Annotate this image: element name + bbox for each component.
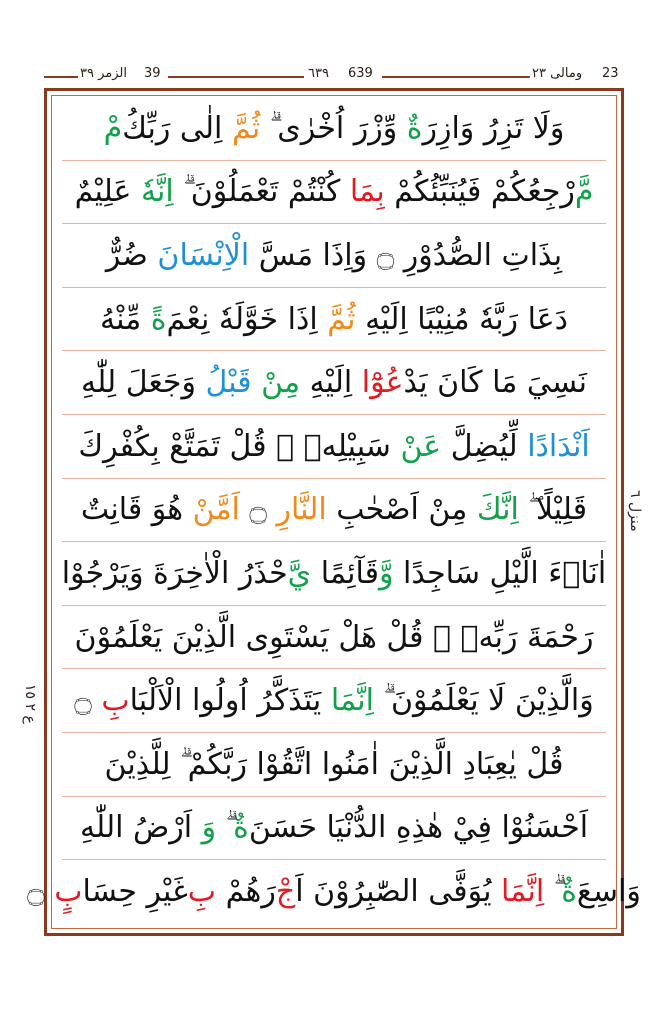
text-segment: قَآئِمًا [311, 555, 380, 591]
text-line-1 [62, 97, 606, 161]
text-segment: وَّ [379, 555, 394, 591]
text-segment: يَّ [287, 555, 312, 591]
text-line-2 [62, 161, 606, 225]
text-segment: بِ [187, 874, 217, 910]
text-segment: وَاسِعَ [576, 874, 641, 910]
text-segment: قَبْلُ [205, 365, 262, 401]
text-segment: سَبِيْلِهٖ ۗ قُلْ تَمَتَّعْ بِكُفْرِكَ [78, 428, 401, 464]
page-header [44, 66, 624, 88]
text-line-11 [62, 733, 606, 797]
text-segment: جْ [275, 874, 296, 910]
text-segment: ۝ [27, 874, 55, 910]
text-segment: اِنَّهٗ [140, 174, 174, 210]
text-segment: لِّيُضِلَّ [441, 428, 528, 464]
header-para-name: ومالى ٢٣ [532, 66, 583, 81]
text-segment: دَعَا رَبَّهٗ مُنِيْبًا اِلَيْهِ [355, 301, 568, 337]
text-segment: اَرْضُ اللّٰهِ [79, 810, 202, 846]
text-segment: يُوَفَّى الصّٰبِرُوْنَ اَ [295, 874, 501, 910]
text-segment: اِنَّكَ [476, 492, 519, 528]
text-segment: قُلْ يٰعِبَادِ الَّذِيْنَ اٰمَنُوا اتَّقُوْا رَبَّكُمْ ۗ لِلَّذِيْنَ [104, 746, 564, 782]
text-segment: هُوَ قَانِتٌ [80, 492, 193, 528]
text-segment: رَهُمْ [216, 874, 276, 910]
text-segment: اِنَّمَا [500, 874, 545, 910]
text-segment: بِذَاتِ الصُّدُوْرِ ۝ وَاِذَا مَسَّ [249, 237, 563, 273]
text-segment: بٍ [54, 874, 83, 910]
header-rule-mid-left [168, 76, 304, 78]
text-segment: اِلٰى رَبِّكُ [122, 110, 232, 146]
text-line-8 [62, 542, 606, 606]
text-segment: غَيْرِ حِسَا [82, 874, 188, 910]
header-surah-name: الزمر ٣٩ [80, 66, 127, 81]
header-page-number: 639 [348, 66, 373, 81]
text-segment: ةٌ [561, 874, 577, 910]
text-segment: رْجِعُكُمْ فَيُنَبِّئُكُمْ [384, 174, 575, 210]
text-line-4 [62, 288, 606, 352]
text-segment: مْ [103, 110, 123, 146]
text-segment: وَجَعَلَ لِلّٰهِ [81, 365, 206, 401]
text-segment: مَّ [574, 174, 594, 210]
text-segment: عُوْٓا [361, 365, 404, 401]
text-segment: ۝ [74, 683, 102, 719]
text-segment: كُنْتُمْ تَعْمَلُوْنَ ۗ [173, 174, 350, 210]
text-segment: النَّارِ [276, 492, 327, 528]
text-segment: اَمَّنْ [192, 492, 240, 528]
text-line-7 [62, 479, 606, 543]
text-segment: ةً [150, 301, 167, 337]
text-segment: مِنْ اَصْحٰبِ [326, 492, 477, 528]
text-segment: مِنْ [261, 365, 301, 401]
text-segment: وَ [201, 810, 217, 846]
text-line-6 [62, 415, 606, 479]
text-segment: مِّنْهُ [100, 301, 151, 337]
text-line-3 [62, 224, 606, 288]
text-segment: رَحْمَةَ رَبِّهٖ ۗ قُلْ هَلْ يَسْتَوِى الَّذِيْنَ يَعْلَمُوْنَ [74, 619, 594, 655]
text-segment: ضُرٌّ [105, 237, 158, 273]
text-segment: عَلِيْمٌ [74, 174, 141, 210]
text-line-13 [27, 860, 641, 924]
text-segment: ةٌ [406, 110, 423, 146]
text-segment: ةٌ [233, 810, 249, 846]
text-segment: يَتَذَكَّرُ اُولُوا الْاَلْبَا [129, 683, 331, 719]
ruku-marker: ع ٢ ١٥ [22, 684, 38, 724]
text-segment: قَلِيْلًا ۖ [518, 492, 588, 528]
text-line-9 [62, 606, 606, 670]
text-line-5 [62, 351, 606, 415]
text-segment: اِذَا خَوَّلَهٗ نِعْمَ [166, 301, 328, 337]
text-segment: ۗ [216, 810, 234, 846]
text-segment: عَنْ [400, 428, 442, 464]
text-segment: بِ [101, 683, 130, 719]
text-segment: وِّزْرَ اُخْرٰى ۗ [260, 110, 407, 146]
text-segment: ثُمَّ [327, 301, 356, 337]
manzil-marker: منزل ٦ [627, 490, 643, 532]
text-segment: وَلَا تَزِرُ وَازِرَ [422, 110, 565, 146]
text-segment: بِمَا [349, 174, 385, 210]
header-para-number: 23 [602, 66, 619, 81]
header-rule-left [44, 76, 78, 78]
text-segment: اِلَيْهِ [300, 365, 362, 401]
text-segment: ۝ [239, 492, 277, 528]
text-segment: نَسِيَ مَا كَانَ يَدْ [403, 365, 587, 401]
text-segment: اٰنَاۤءَ الَّيْلِ سَاجِدًا [393, 555, 607, 591]
text-segment: وَالَّذِيْنَ لَا يَعْلَمُوْنَ ۗ [373, 683, 594, 719]
text-line-12 [62, 797, 606, 861]
text-segment: ثُمَّ [231, 110, 261, 146]
text-segment: حْذَرُ الْاٰخِرَةَ وَيَرْجُوْا [61, 555, 288, 591]
text-segment: اَحْسَنُوْا فِيْ هٰذِهِ الدُّنْيَا حَسَنَ [248, 810, 589, 846]
text-segment: ۗ [544, 874, 562, 910]
text-segment: اَنْدَادًا [527, 428, 590, 464]
text-line-10 [62, 669, 606, 733]
header-rule-mid-right [382, 76, 530, 78]
text-segment: الْاِنْسَانَ [157, 237, 250, 273]
header-page-number-urdu: ٦٣٩ [308, 66, 329, 81]
header-surah-number: 39 [144, 66, 161, 81]
text-segment: اِنَّمَا [330, 683, 374, 719]
